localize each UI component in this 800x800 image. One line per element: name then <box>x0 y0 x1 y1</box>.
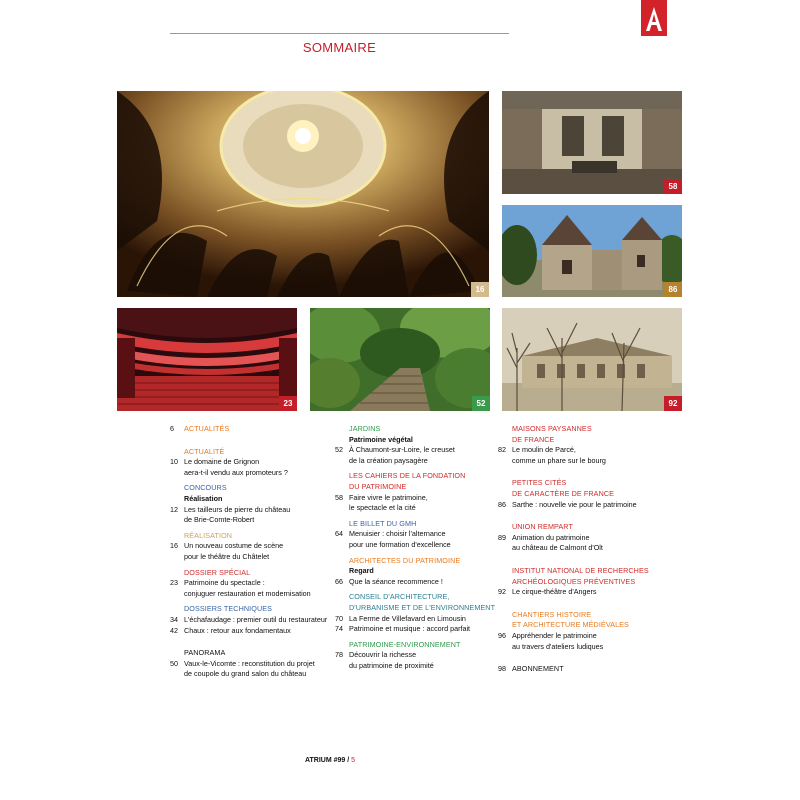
toc-page-number: 12 <box>170 504 178 514</box>
toc-entry-text: Les tailleurs de pierre du château de Brie-Comte-Robert <box>184 504 291 525</box>
toc-subheading: Réalisation <box>184 493 223 503</box>
toc-subheading: Regard <box>349 566 374 576</box>
toc-entry-text: À Chaumont-sur-Loire, le creuset de la création paysagère <box>349 445 455 465</box>
photo-page-badge: 23 <box>279 396 297 411</box>
toc-section-abonnement <box>498 664 663 675</box>
toc-section-heading: PANORAMA <box>184 648 226 658</box>
photo-page-badge: 52 <box>472 396 490 411</box>
page-title: SOMMAIRE <box>302 40 377 55</box>
toc-section-actualites <box>170 424 335 435</box>
toc-page-number: 96 <box>498 630 506 640</box>
toc-section-heading: DU PATRIMOINE <box>349 481 407 491</box>
toc-entry[interactable] <box>498 500 663 511</box>
toc-section-panorama <box>170 648 335 680</box>
toc-section-heading: PETITES CITÉS <box>512 478 567 488</box>
toc-page-number: 16 <box>170 541 178 551</box>
toc-section-union-rempart <box>498 522 663 554</box>
toc-section-heading: DE FRANCE <box>512 434 555 444</box>
toc-section-realisation <box>170 531 335 563</box>
toc-page-number: 50 <box>170 658 178 668</box>
toc-section-heading: ABONNEMENT <box>512 664 564 674</box>
toc-entry-text: Vaux-le-Vicomte : reconstitution du projet de coupole du grand salon du château <box>184 658 315 679</box>
toc-page-number: 86 <box>498 499 506 509</box>
toc-entry[interactable] <box>335 493 505 514</box>
toc-section-heading: ET ARCHITECTURE MÉDIÉVALES <box>512 620 629 630</box>
toc-page-number: 92 <box>498 587 506 597</box>
toc-page-number: 23 <box>170 578 178 588</box>
toc-section-heading: DOSSIER SPÉCIAL <box>184 567 251 577</box>
toc-column-3 <box>498 424 663 675</box>
toc-entry[interactable] <box>170 615 335 626</box>
toc-section-heading: CONSEIL D'ARCHITECTURE, <box>349 592 450 602</box>
toc-section-heading: MAISONS PAYSANNES <box>512 424 592 433</box>
toc-section-heading: PATRIMOINE-ENVIRONNEMENT <box>349 639 461 649</box>
toc-entry-text: Un nouveau costume de scène pour le théâtre du Châtelet <box>184 541 284 561</box>
toc-section-heading: UNION REMPART <box>512 522 573 532</box>
toc-entry[interactable] <box>170 505 335 526</box>
toc-section-heading: DE CARACTÈRE DE FRANCE <box>512 488 615 498</box>
photo-chateau-interior <box>502 91 682 194</box>
toc-entry[interactable] <box>498 587 663 598</box>
toc-entry[interactable] <box>170 541 335 562</box>
toc-entry-text: L'échafaudage : premier outil du restaurateur <box>184 614 328 624</box>
photo-garden-boardwalk <box>310 308 490 411</box>
toc-entry[interactable] <box>170 659 335 680</box>
toc-page-number: 66 <box>335 576 343 586</box>
toc-entry[interactable] <box>170 457 335 478</box>
toc-section-actualite <box>170 447 335 479</box>
toc-section-patrimoine-environnement <box>335 640 505 672</box>
toc-section-billet-gmh <box>335 519 505 551</box>
toc-page-number: 10 <box>170 457 178 467</box>
toc-section-dossiers-techniques <box>170 604 335 636</box>
toc-entry[interactable] <box>335 529 505 550</box>
toc-section-heading: CONCOURS <box>184 483 227 493</box>
toc-section-maisons-paysannes <box>498 424 663 466</box>
toc-section-heading: ACTUALITÉS <box>184 424 230 433</box>
toc-subheading: Patrimoine végétal <box>349 434 413 444</box>
toc-entry[interactable] <box>335 445 505 466</box>
toc-section-architectes <box>335 556 505 588</box>
toc-section-concours <box>170 483 335 525</box>
photo-page-badge: 58 <box>664 179 682 194</box>
toc-page-number: 6 <box>170 424 174 433</box>
photo-page-badge: 16 <box>471 282 489 297</box>
toc-page-number: 98 <box>498 664 506 674</box>
toc-entry-text: Que la séance recommence ! <box>349 576 443 586</box>
photo-page-badge: 92 <box>664 396 682 411</box>
toc-section-dossier-special <box>170 568 335 600</box>
header-rule <box>170 33 509 34</box>
toc-entry-text: Menuisier : choisir l'alternance pour une formation d'excellence <box>349 529 451 549</box>
toc-entry-text: Le domaine de Grignon aera-t-il vendu aux promoteurs ? <box>184 457 288 477</box>
toc-section-jardins <box>335 424 505 466</box>
toc-section-heading: RÉALISATION <box>184 530 233 540</box>
toc-entry-text: La Ferme de Villefavard en Limousin <box>349 613 466 623</box>
toc-entry-text: Le cirque-théâtre d'Angers <box>512 587 597 597</box>
toc-section-chantiers-histoire <box>498 610 663 652</box>
toc-entry-text: Chaux : retour aux fondamentaux <box>184 625 291 635</box>
photo-stone-chateau <box>502 205 682 297</box>
toc-column-2 <box>335 424 505 671</box>
toc-section-petites-cites <box>498 478 663 510</box>
toc-entry[interactable] <box>335 624 505 635</box>
toc-section-heading: LES CAHIERS DE LA FONDATION <box>349 471 466 481</box>
toc-entry-text: Animation du patrimoine au château de Calmont d'Olt <box>512 532 603 553</box>
toc-section-heading: ARCHITECTES DU PATRIMOINE <box>349 555 461 565</box>
page-footer <box>305 757 355 764</box>
toc-entry-text: Le moulin de Parcé, comme un phare sur le bourg <box>512 445 606 465</box>
toc-column-1 <box>170 424 335 680</box>
toc-page-number: 34 <box>170 614 178 624</box>
toc-section-inrap <box>498 566 663 598</box>
toc-entry-text: Patrimoine du spectacle : conjuguer restauration et modernisation <box>184 578 311 598</box>
toc-entry-text: Faire vivre le patrimoine, le spectacle et la cité <box>349 492 428 513</box>
toc-section-heading: DOSSIERS TECHNIQUES <box>184 604 273 614</box>
photo-cirque-theatre <box>502 308 682 411</box>
toc-entry[interactable] <box>335 577 505 588</box>
photo-page-badge: 86 <box>664 282 682 297</box>
toc-section-heading: ACTUALITÉ <box>184 446 225 456</box>
toc-page-number: 89 <box>498 532 506 542</box>
toc-page-number: 42 <box>170 625 178 635</box>
toc-page-number: 58 <box>335 492 343 502</box>
toc-entry-text: Appréhender le patrimoine au travers d'ateliers ludiques <box>512 630 604 651</box>
toc-page-number: 78 <box>335 650 343 660</box>
footer-magazine-issue: ATRIUM #99 / <box>305 757 350 764</box>
toc-entry-text: Patrimoine et musique : accord parfait <box>349 624 471 634</box>
toc-page-number: 82 <box>498 445 506 455</box>
toc-entry[interactable] <box>170 626 335 637</box>
toc-entry[interactable] <box>498 664 663 675</box>
footer-page-number: 5 <box>351 757 356 764</box>
toc-entry[interactable] <box>335 650 505 671</box>
toc-page-number: 64 <box>335 529 343 539</box>
toc-entry[interactable] <box>170 424 335 435</box>
toc-entry-text: Sarthe : nouvelle vie pour le patrimoine <box>512 499 637 509</box>
toc-entry[interactable] <box>498 533 663 554</box>
toc-page-number: 52 <box>335 445 343 455</box>
toc-entry[interactable] <box>498 445 663 466</box>
toc-section-fondation-patrimoine <box>335 471 505 513</box>
toc-section-heading: JARDINS <box>349 424 381 433</box>
toc-entry-text: Découvrir la richesse du patrimoine de proximité <box>349 650 434 670</box>
toc-entry[interactable] <box>170 578 335 599</box>
toc-section-caue <box>335 592 505 634</box>
toc-section-heading: INSTITUT NATIONAL DE RECHERCHES <box>512 565 649 575</box>
photo-theatre-dome <box>117 91 489 297</box>
toc-entry[interactable] <box>335 614 505 625</box>
magazine-logo <box>641 0 667 36</box>
toc-page-number: 70 <box>335 613 343 623</box>
toc-section-heading: D'URBANISME ET DE L'ENVIRONNEMENT <box>349 602 496 612</box>
toc-section-heading: CHANTIERS HISTOIRE <box>512 609 592 619</box>
photo-red-theatre-hall <box>117 308 297 411</box>
toc-page-number: 74 <box>335 624 343 634</box>
toc-section-heading: ARCHÉOLOGIQUES PRÉVENTIVES <box>512 576 636 586</box>
toc-entry[interactable] <box>498 631 663 652</box>
toc-section-heading: LE BILLET DU GMH <box>349 518 417 528</box>
